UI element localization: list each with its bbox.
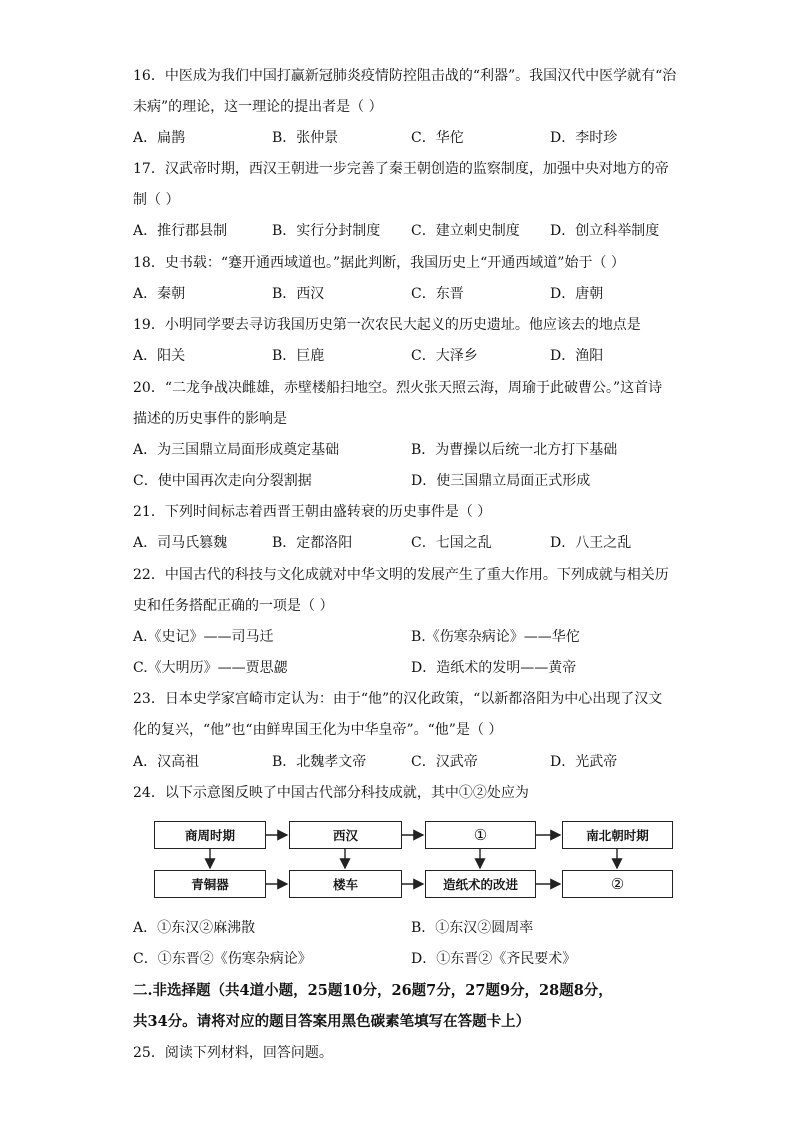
q16-stem-line1: 16．中医成为我们中国打赢新冠肺炎疫情防控阻击战的“利器”。我国汉代中医学就有“治 <box>133 68 677 84</box>
q24-stem-line1: 24．以下示意图反映了中国古代部分科技成就，其中①②处应为 <box>133 785 529 801</box>
diagram-box-top-3: ① <box>425 821 536 849</box>
q17-option-d: D．创立科举制度 <box>550 223 660 239</box>
q20-stem-line1: 20．“二龙争战决雌雄，赤壁楼船扫地空。烈火张天照云海，周瑜于此破曹公。”这首诗 <box>133 380 663 396</box>
q18-option-d: D．唐朝 <box>550 286 604 302</box>
q20-option-d: D．使三国鼎立局面正式形成 <box>411 473 591 489</box>
diagram-box-top-1: 商周时期 <box>154 821 266 849</box>
q24-option-d: D．①东晋②《齐民要术》 <box>411 951 577 967</box>
q19-option-c: C．大泽乡 <box>411 348 478 364</box>
q23-option-c: C．汉武帝 <box>411 754 478 770</box>
q20-option-a: A．为三国鼎立局面形成奠定基础 <box>133 442 340 458</box>
q24-option-a: A．①东汉②麻沸散 <box>133 920 256 936</box>
diagram-box-top-2: 西汉 <box>289 821 402 849</box>
q24-option-c: C．①东晋②《伤寒杂病论》 <box>133 951 312 967</box>
q17-stem-line2: 制（ ） <box>133 192 180 208</box>
q16-option-c: C．华佗 <box>411 130 464 146</box>
q18-option-b: B．西汉 <box>272 286 325 302</box>
q21-option-a: A．司马氏篡魏 <box>133 535 228 551</box>
q19-option-a: A．阳关 <box>133 348 186 364</box>
section2-heading-line1: 二.非选择题（共4道小题，25题10分，26题7分，27题9分，28题8分， <box>133 982 613 999</box>
q21-option-c: C．七国之乱 <box>411 535 492 551</box>
diagram-box-top-4: 南北朝时期 <box>562 821 673 849</box>
q23-option-a: A．汉高祖 <box>133 754 200 770</box>
q25-stem-line1: 25．阅读下列材料，回答问题。 <box>133 1045 333 1061</box>
q17-option-c: C．建立刺史制度 <box>411 223 520 239</box>
diagram-box-bottom-2: 楼车 <box>289 870 402 898</box>
q16-option-d: D．李时珍 <box>550 130 618 146</box>
q21-stem-line1: 21．下列时间标志着西晋王朝由盛转衰的历史事件是（ ） <box>133 504 492 520</box>
q23-stem-line1: 23．日本史学家宫崎市定认为：由于“他”的汉化政策，“以新都洛阳为中心出现了汉文 <box>133 691 663 707</box>
q20-stem-line2: 描述的历史事件的影响是 <box>133 411 287 427</box>
diagram-box-bottom-1: 青铜器 <box>154 870 266 898</box>
q17-stem-line1: 17．汉武帝时期，西汉王朝进一步完善了秦王朝创造的监察制度，加强中央对地方的帝 <box>133 161 669 177</box>
q22-option-b: B.《伤寒杂病论》——华佗 <box>411 629 580 645</box>
q18-option-a: A．秦朝 <box>133 286 186 302</box>
q24-option-b: B．①东汉②圆周率 <box>411 920 534 936</box>
q22-option-a: A.《史记》——司马迁 <box>133 629 274 645</box>
q17-option-a: A．推行郡县制 <box>133 223 228 239</box>
section2-heading-line2: 共34分。请将对应的题目答案用黑色碳素笔填写在答题卡上） <box>133 1013 531 1030</box>
q23-option-b: B．北魏孝文帝 <box>272 754 367 770</box>
q16-stem-line2: 未病”的理论，这一理论的提出者是（ ） <box>133 99 383 115</box>
q21-option-d: D．八王之乱 <box>550 535 632 551</box>
q19-option-b: B．巨鹿 <box>272 348 325 364</box>
q17-option-b: B．实行分封制度 <box>272 223 381 239</box>
q18-option-c: C．东晋 <box>411 286 464 302</box>
q19-option-d: D．渔阳 <box>550 348 604 364</box>
q23-stem-line2: 化的复兴，“他”也“由鲜卑国王化为中华皇帝”。“他”是（ ） <box>133 722 503 738</box>
q20-option-c: C．使中国再次走向分裂割据 <box>133 473 312 489</box>
q22-stem-line2: 史和任务搭配正确的一项是（ ） <box>133 598 334 614</box>
q21-option-b: B．定都洛阳 <box>272 535 353 551</box>
q20-option-b: B．为曹操以后统一北方打下基础 <box>411 442 618 458</box>
diagram-box-bottom-3: 造纸术的改进 <box>425 870 536 898</box>
q19-stem-line1: 19．小明同学要去寻访我国历史第一次农民大起义的历史遗址。他应该去的地点是 <box>133 317 641 333</box>
q22-option-d: D．造纸术的发明——黄帝 <box>411 660 577 676</box>
q18-stem-line1: 18．史书载：“蹇开通西域道也。”据此判断，我国历史上“开通西域道”始于（ ） <box>133 255 625 271</box>
q16-option-b: B．张仲景 <box>272 130 339 146</box>
diagram-box-bottom-4: ② <box>562 870 673 898</box>
q22-option-c: C.《大明历》——贾思勰 <box>133 660 288 676</box>
q22-stem-line1: 22．中国古代的科技与文化成就对中华文明的发展产生了重大作用。下列成就与相关历 <box>133 567 669 583</box>
q23-option-d: D．光武帝 <box>550 754 618 770</box>
q16-option-a: A．扁鹊 <box>133 130 186 146</box>
